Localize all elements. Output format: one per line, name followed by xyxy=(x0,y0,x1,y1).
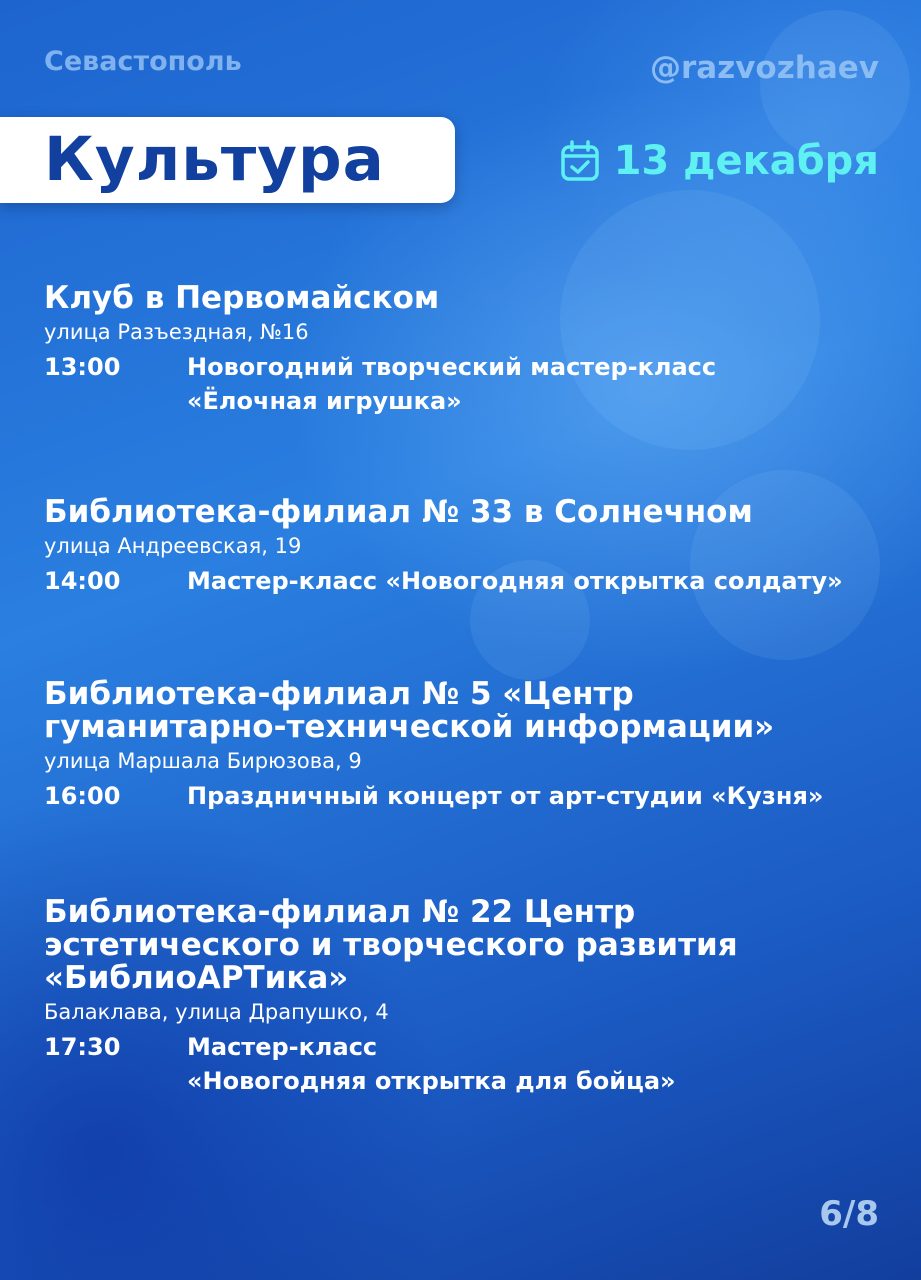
venue-name xyxy=(44,896,894,995)
event-description-line: Мастер-класс «Новогодняя открытка солдату» xyxy=(187,567,843,595)
event-description-line: «Ёлочная игрушка» xyxy=(187,387,462,415)
city-label: Севастополь xyxy=(44,46,242,77)
venue-address: улица Андреевская, 19 xyxy=(44,534,302,558)
page-counter: 6/8 xyxy=(819,1194,879,1234)
page-title: Культура xyxy=(44,124,385,195)
event-description-line: Новогодний творческий мастер-класс xyxy=(187,353,717,381)
event-time: 17:30 xyxy=(44,1033,121,1061)
venue-address: Балаклава, улица Драпушко, 4 xyxy=(44,1000,389,1024)
event-time: 14:00 xyxy=(44,567,121,595)
event-description xyxy=(187,779,823,813)
venue-block xyxy=(44,678,894,813)
venue-block xyxy=(44,282,894,418)
event-row xyxy=(44,1030,894,1098)
event-row xyxy=(44,564,894,598)
venue-address: улица Маршала Бирюзова, 9 xyxy=(44,749,362,773)
event-row xyxy=(44,350,894,418)
venue-name-line: Библиотека-филиал № 22 Центр xyxy=(44,894,636,930)
venue-address: улица Разъездная, №16 xyxy=(44,320,309,344)
event-time: 16:00 xyxy=(44,782,121,810)
event-date: 13 декабря xyxy=(613,138,879,184)
date-block xyxy=(560,138,879,184)
venue-name-line: эстетического и творческого развития xyxy=(44,927,738,963)
event-description xyxy=(187,1030,676,1098)
venue-name-line: гуманитарно-технической информации» xyxy=(44,709,775,745)
venue-name-line: «БиблиоАРТика» xyxy=(44,960,349,996)
author-handle: @razvozhaev xyxy=(649,50,879,86)
event-description-line: «Новогодняя открытка для бойца» xyxy=(187,1067,676,1095)
event-description xyxy=(187,564,843,598)
event-description-line: Праздничный концерт от арт-студии «Кузня» xyxy=(187,782,824,810)
event-row xyxy=(44,779,894,813)
venue-name xyxy=(44,678,894,744)
event-description xyxy=(187,350,716,418)
venue-name: Клуб в Первомайском xyxy=(44,280,440,316)
calendar-check-icon xyxy=(560,140,600,182)
venue-name-line: Библиотека-филиал № 5 «Центр xyxy=(44,676,634,712)
venue-name: Библиотека-филиал № 33 в Солнечном xyxy=(44,494,753,530)
title-banner xyxy=(0,117,455,203)
venue-block xyxy=(44,496,894,598)
venue-block xyxy=(44,896,894,1098)
event-description-line: Мастер-класс xyxy=(187,1033,378,1061)
event-time: 13:00 xyxy=(44,353,121,381)
